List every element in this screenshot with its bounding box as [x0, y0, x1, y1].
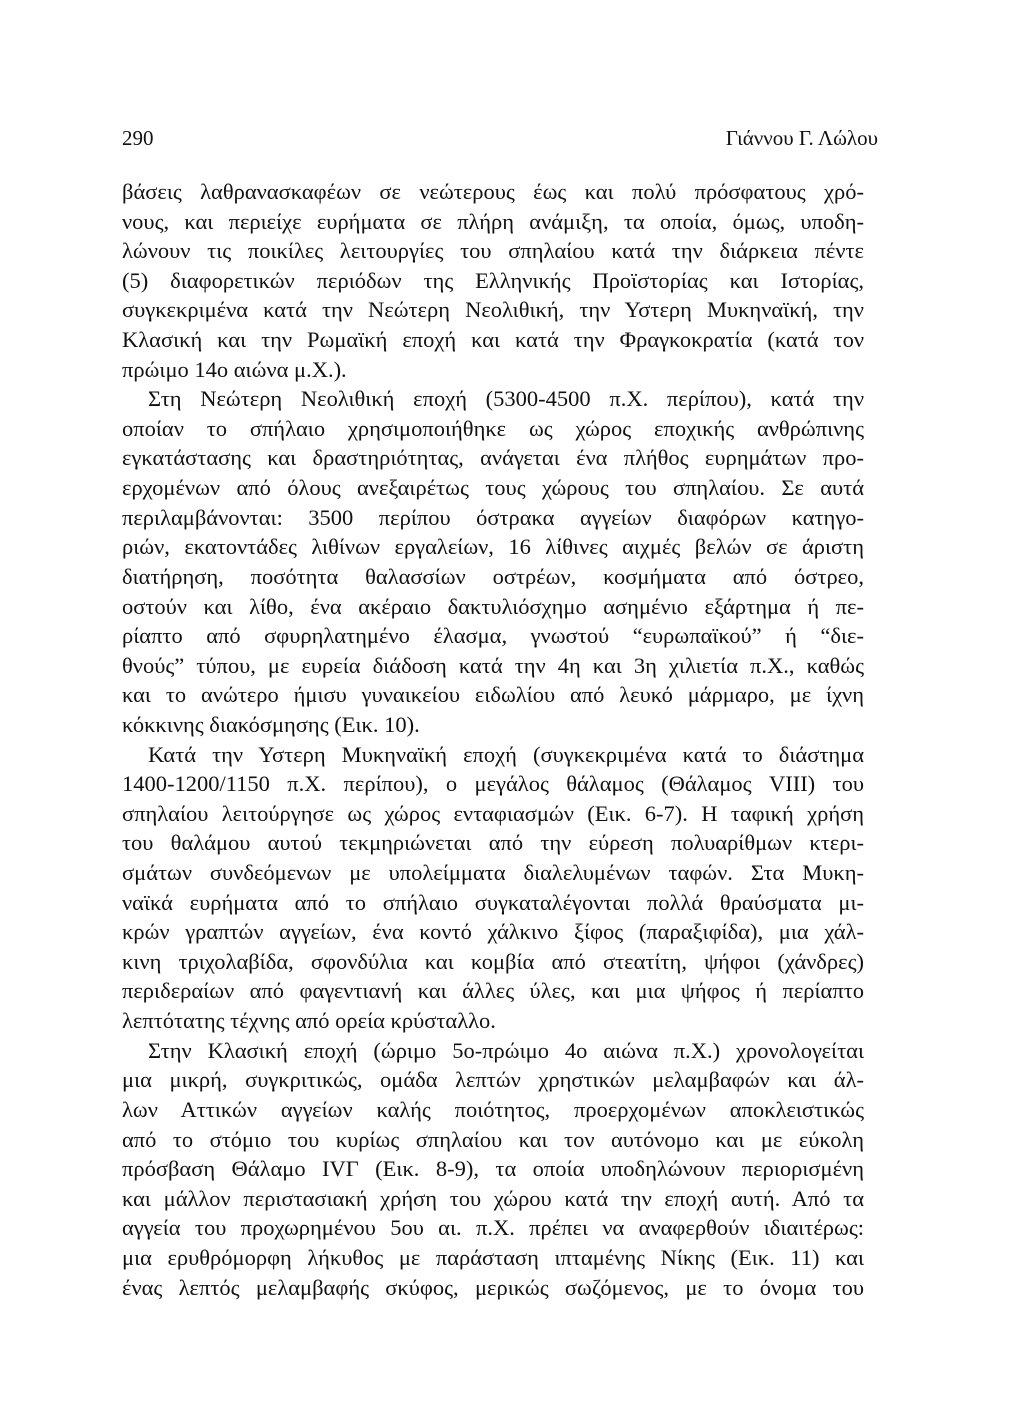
page-header: [122, 126, 878, 156]
text-line: κινη τριχολαβίδα, σφονδύλια και κομβία από στεατίτη, ψήφοι (χάνδρες): [122, 948, 864, 974]
text-line: περιδεραίων από φαγεντιανή και άλλες ύλες, και μια ψήφος ή περίαπτο: [122, 978, 864, 1004]
text-line: οποίαν το σπήλαιο χρησιμοποιήθηκε ως χώρος εποχικής ανθρώπινης: [122, 415, 864, 441]
text-line: κόκκινης διακόσμησης (Εικ. 10).: [122, 711, 420, 737]
text-line: κρών γραπτών αγγείων, ένα κοντό χάλκινο ξίφος (παραξιφίδα), μια χάλ-: [122, 919, 864, 945]
text-line: ριών, εκατοντάδες λιθίνων εργαλείων, 16 λίθινες αιχμές βελών σε άριστη: [122, 534, 864, 560]
text-line: διατήρηση, ποσότητα θαλασσίων οστρέων, κοσμήματα από όστρεο,: [122, 563, 864, 589]
text-line: ένας λεπτός μελαμβαφής σκύφος, μερικώς σωζόμενος, με το όνομα του: [122, 1274, 864, 1300]
text-line: σμάτων συνδεόμενων με υπολείμματα διαλελυμένων ταφών. Στα Μυκη-: [122, 860, 864, 886]
text-line: αγγεία του προχωρημένου 5ου αι. π.Χ. πρέπει να αναφερθούν ιδιαιτέρως:: [122, 1215, 864, 1241]
body-text: [122, 177, 864, 1302]
text-line: 1400-1200/1150 π.Χ. περίπου), ο μεγάλος θάλαμος (Θάλαμος VIII) του: [122, 771, 864, 797]
text-line: και το ανώτερο ήμισυ γυναικείου ειδωλίου από λευκό μάρμαρο, με ίχνη: [122, 682, 864, 708]
page-number: 290: [122, 126, 154, 150]
text-line: ερχομένων από όλους ανεξαιρέτως τους χώρους του σπηλαίου. Σε αυτά: [122, 475, 864, 501]
text-line: πρόσβαση Θάλαμο ΙVΓ (Εικ. 8-9), τα οποία υποδηλώνουν περιορισμένη: [122, 1156, 864, 1182]
text-line: μια ερυθρόμορφη λήκυθος με παράσταση ιπταμένης Νίκης (Εικ. 11) και: [122, 1244, 864, 1270]
text-line: νους, και περιείχε ευρήματα σε πλήρη ανάμιξη, τα οποία, όμως, υποδη-: [122, 208, 864, 234]
text-line: ναϊκά ευρήματα από το σπήλαιο συγκαταλέγονται πολλά θραύσματα μι-: [122, 889, 864, 915]
text-line: εγκατάστασης και δραστηριότητας, ανάγεται ένα πλήθος ευρημάτων προ-: [122, 445, 864, 471]
text-line: θνούς” τύπου, με ευρεία διάδοση κατά την 4η και 3η χιλιετία π.Χ., καθώς: [122, 652, 864, 678]
text-line: του θαλάμου αυτού τεκμηριώνεται από την εύρεση πολυαρίθμων κτερι-: [122, 830, 864, 856]
text-line: σπηλαίου λειτούργησε ως χώρος ενταφιασμών (Εικ. 6-7). Η ταφική χρήση: [122, 800, 864, 826]
text-line: λώνουν τις ποικίλες λειτουργίες του σπηλαίου κατά την διάρκεια πέντε: [122, 238, 864, 264]
text-line: λων Αττικών αγγείων καλής ποιότητος, προερχομένων αποκλειστικώς: [122, 1096, 864, 1122]
text-line: λεπτότατης τέχνης από ορεία κρύσταλλο.: [122, 1008, 496, 1034]
text-line: ρίαπτο από σφυρηλατημένο έλασμα, γνωστού “ευρωπαϊκού” ή “διε-: [122, 623, 864, 649]
text-line: Κατά την Υστερη Μυκηναϊκή εποχή (συγκεκριμένα κατά το διάστημα: [148, 741, 864, 767]
text-line: από το στόμιο του κυρίως σπηλαίου και τον αυτόνομο και με εύκολη: [122, 1126, 864, 1152]
text-line: Στην Κλασική εποχή (ώριμο 5ο-πρώιμο 4ο αιώνα π.Χ.) χρονολογείται: [148, 1037, 864, 1063]
text-line: συγκεκριμένα κατά την Νεώτερη Νεολιθική, την Υστερη Μυκηναϊκή, την: [122, 297, 864, 323]
text-line: πρώιμο 14ο αιώνα μ.Χ.).: [122, 356, 347, 382]
text-line: Στη Νεώτερη Νεολιθική εποχή (5300-4500 π.Χ. περίπου), κατά την: [148, 386, 864, 412]
running-head: Γιάννου Γ. Λώλου: [725, 126, 878, 150]
text-line: και μάλλον περιστασιακή χρήση του χώρου κατά την εποχή αυτή. Από τα: [122, 1185, 864, 1211]
text-line: περιλαμβάνονται: 3500 περίπου όστρακα αγγείων διαφόρων κατηγο-: [122, 504, 864, 530]
text-line: βάσεις λαθρανασκαφέων σε νεώτερους έως και πολύ πρόσφατους χρό-: [122, 179, 864, 204]
text-line: μια μικρή, συγκριτικώς, ομάδα λεπτών χρηστικών μελαμβαφών και άλ-: [122, 1067, 864, 1093]
text-line: οστούν και λίθο, ένα ακέραιο δακτυλιόσχημο ασημένιο εξάρτημα ή πε-: [122, 593, 864, 619]
text-line: (5) διαφορετικών περιόδων της Ελληνικής Προϊστορίας και Ιστορίας,: [122, 267, 864, 293]
text-line: Κλασική και την Ρωμαϊκή εποχή και κατά την Φραγκοκρατία (κατά τον: [122, 327, 864, 353]
